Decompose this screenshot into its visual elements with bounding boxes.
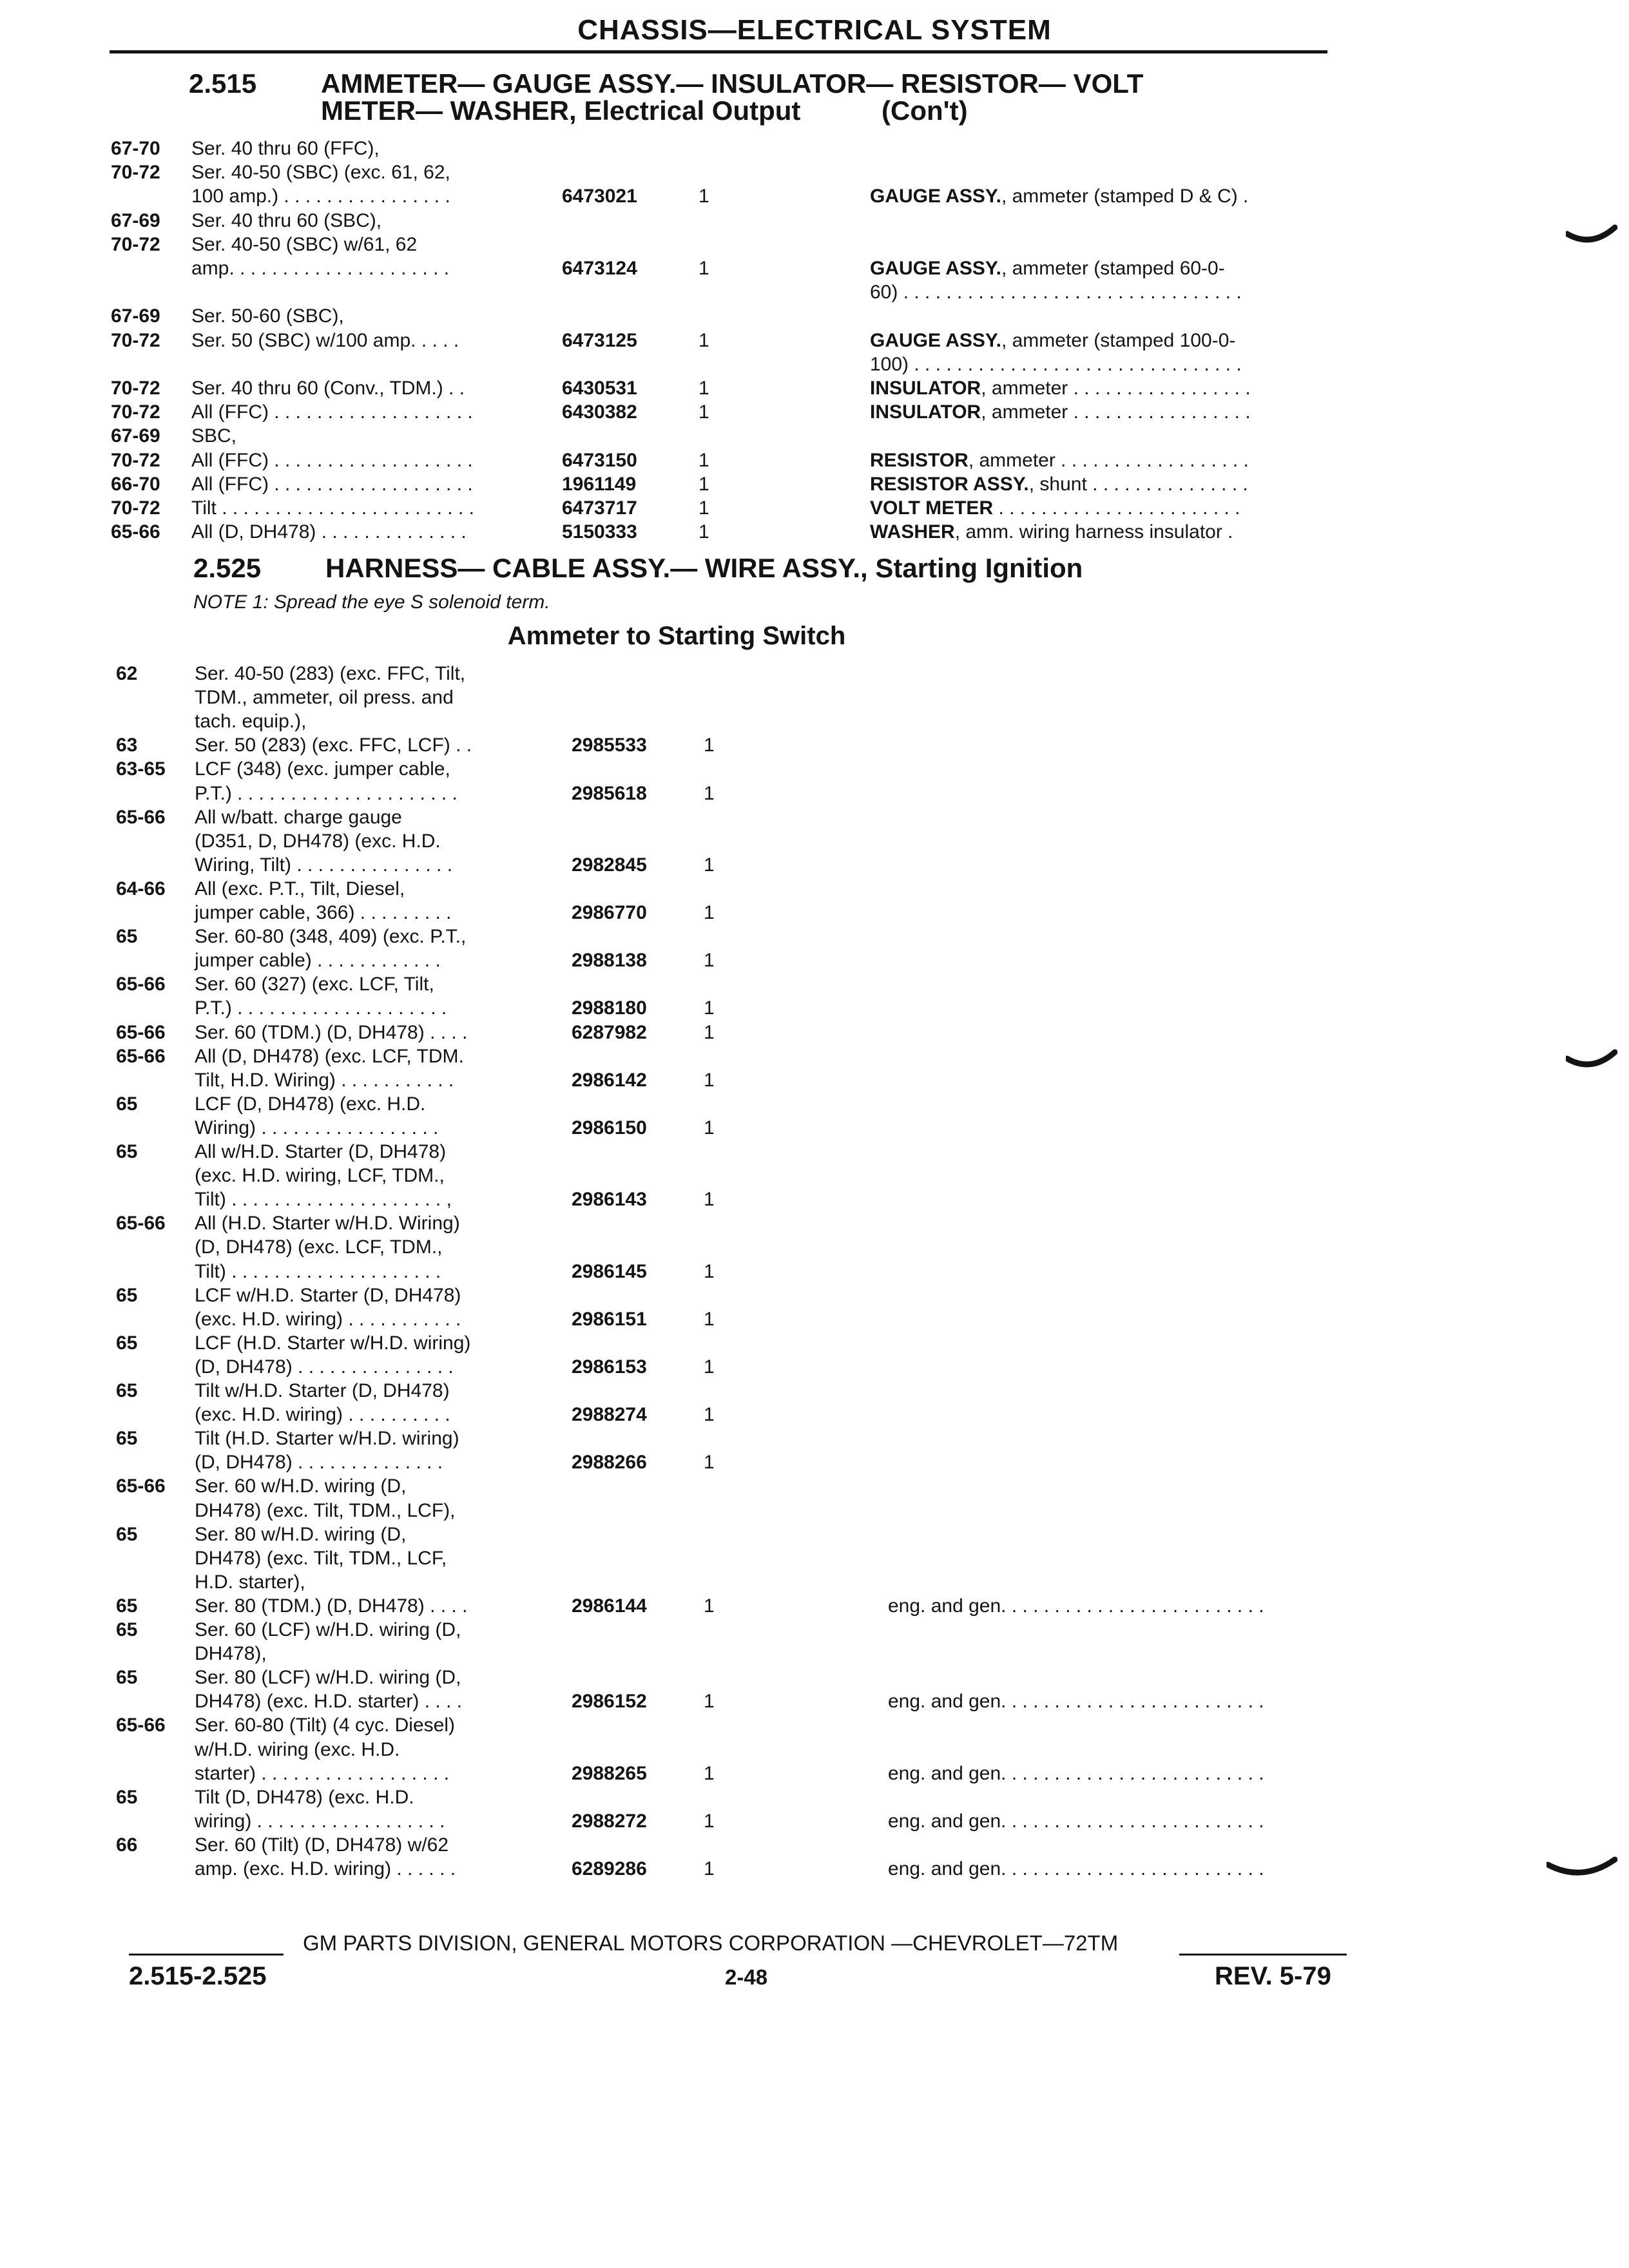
application: Ser. 80 w/H.D. wiring (D, [195,1523,407,1545]
application: LCF w/H.D. Starter (D, DH478) [195,1284,461,1306]
application: w/H.D. wiring (exc. H.D. [195,1738,400,1760]
quantity: 1 [699,401,709,423]
quantity: 1 [704,1308,715,1330]
quantity: 1 [699,449,709,471]
application: Tilt) . . . . . . . . . . . . . . . . . . . . , [195,1189,452,1211]
description-detail: . . . . . . . . . . . . . . . . . . . . . . . [993,497,1240,519]
application: LCF (348) (exc. jumper cable, [195,758,450,780]
part-number: 1961149 [562,473,637,495]
description-detail: , ammeter . . . . . . . . . . . . . . . . . [981,401,1251,423]
part-number: 2985618 [572,782,647,804]
description: eng. and gen. . . . . . . . . . . . . . . . . . . . . . . . . [888,1691,1264,1713]
subheading: Ammeter to Starting Switch [507,622,846,650]
year-range: 67-70 [111,138,160,159]
description [870,401,1251,424]
year-range: 65-66 [116,1213,166,1235]
application: Tilt) . . . . . . . . . . . . . . . . . . . . [195,1260,441,1282]
application: Wiring, Tilt) . . . . . . . . . . . . . . . [195,854,453,876]
description-detail: , ammeter (stamped D & C) . [1001,186,1249,207]
year-range: 67-69 [111,305,160,327]
application: DH478) (exc. H.D. starter) . . . . [195,1691,463,1713]
application: Ser. 60 (Tilt) (D, DH478) w/62 [195,1834,448,1856]
application: Ser. 60 w/H.D. wiring (D, [195,1475,407,1497]
footer-revision: REV. 5-79 [1215,1962,1331,1990]
quantity: 1 [704,1021,715,1043]
application: Ser. 40 thru 60 (Conv., TDM.) . . [191,378,465,399]
part-number: 6473124 [562,258,637,279]
year-range: 65-66 [116,806,166,828]
year-range: 64-66 [116,878,166,899]
application: Ser. 50 (283) (exc. FFC, LCF) . . [195,735,472,756]
application: Ser. 60 (327) (exc. LCF, Tilt, [195,974,434,995]
application: Ser. 80 (LCF) w/H.D. wiring (D, [195,1667,461,1689]
quantity: 1 [704,1691,715,1713]
application: tach. equip.), [195,711,307,733]
quantity: 1 [704,1069,715,1091]
application: All (FFC) . . . . . . . . . . . . . . . . . . . [191,401,473,423]
description-part-name: RESISTOR [870,449,969,471]
quantity: 1 [704,735,715,756]
footer-rule-right [1179,1954,1347,1956]
description: eng. and gen. . . . . . . . . . . . . . . . . . . . . . . . . [888,1810,1264,1832]
description [870,473,1248,496]
binder-mark-icon [1566,222,1617,255]
year-range: 65-66 [111,521,160,543]
year-range: 65 [116,1284,138,1306]
year-range: 65-66 [116,1045,166,1067]
page-header: CHASSIS—ELECTRICAL SYSTEM [577,14,1052,46]
application: starter) . . . . . . . . . . . . . . . . . . [195,1762,450,1784]
part-number: 6287982 [572,1021,647,1043]
year-range: 63-65 [116,758,166,780]
application: (D, DH478) . . . . . . . . . . . . . . [195,1452,443,1474]
quantity: 1 [704,1356,715,1378]
description-detail: , amm. wiring harness insulator . [954,521,1233,543]
description-part-name: VOLT METER [870,497,994,519]
description-detail: , ammeter (stamped 100-0- [1001,329,1236,351]
description [870,377,1251,400]
part-number: 2986770 [572,902,647,923]
application: (D351, D, DH478) (exc. H.D. [195,830,441,852]
quantity: 1 [699,258,709,279]
year-range: 70-72 [111,233,160,255]
part-number: 6430531 [562,378,637,399]
part-number: 2988274 [572,1404,647,1426]
description: eng. and gen. . . . . . . . . . . . . . . . . . . . . . . . . [888,1858,1264,1879]
application: Wiring) . . . . . . . . . . . . . . . . . [195,1117,439,1139]
section-continued: (Con't) [882,95,968,126]
year-range: 65 [116,1093,138,1115]
description-part-name: GAUGE ASSY. [870,186,1001,207]
part-number: 6473150 [562,449,637,471]
description-part-name: INSULATOR [870,378,981,399]
part-number: 2988265 [572,1762,647,1784]
application: All (H.D. Starter w/H.D. Wiring) [195,1213,460,1235]
application: Ser. 60-80 (Tilt) (4 cyc. Diesel) [195,1715,455,1736]
description-detail: , ammeter (stamped 60-0- [1001,258,1225,279]
year-range: 65 [116,926,138,948]
year-range: 65-66 [116,1715,166,1736]
quantity: 1 [704,1404,715,1426]
part-number: 2988138 [572,950,647,972]
application: (exc. H.D. wiring) . . . . . . . . . . . [195,1308,461,1330]
quantity: 1 [704,1117,715,1139]
year-range: 65 [116,1619,138,1640]
quantity: 1 [704,1595,715,1617]
quantity: 1 [704,902,715,923]
year-range: 70-72 [111,449,160,471]
year-range: 65 [116,1332,138,1354]
description [870,185,1248,208]
quantity: 1 [704,854,715,876]
application: Tilt, H.D. Wiring) . . . . . . . . . . . [195,1069,454,1091]
application: All (D, DH478) (exc. LCF, TDM. [195,1045,464,1067]
year-range: 65-66 [116,974,166,995]
part-number: 2986143 [572,1189,647,1211]
year-range: 70-72 [111,329,160,351]
year-range: 65 [116,1667,138,1689]
application: Ser. 60 (LCF) w/H.D. wiring (D, [195,1619,461,1640]
application: All w/batt. charge gauge [195,806,402,828]
application: Tilt . . . . . . . . . . . . . . . . . . . . . . . . [191,497,474,519]
quantity: 1 [699,378,709,399]
application: All (FFC) . . . . . . . . . . . . . . . . . . . [191,473,473,495]
description: eng. and gen. . . . . . . . . . . . . . . . . . . . . . . . . [888,1762,1264,1784]
part-number: 6473021 [562,186,637,207]
year-range: 65 [116,1428,138,1450]
year-range: 70-72 [111,401,160,423]
description [870,353,1242,376]
section-title: HARNESS— CABLE ASSY.— WIRE ASSY., Starting Ignition [325,553,1083,583]
part-number: 2986142 [572,1069,647,1091]
year-range: 63 [116,735,138,756]
part-number: 6289286 [572,1858,647,1879]
application: DH478) (exc. Tilt, TDM., LCF), [195,1499,456,1521]
footer-rule-left [129,1954,284,1956]
part-number: 6473717 [562,497,637,519]
application: 100 amp.) . . . . . . . . . . . . . . . . [191,186,450,207]
year-range: 70-72 [111,497,160,519]
application: LCF (H.D. Starter w/H.D. wiring) [195,1332,471,1354]
part-number: 2982845 [572,854,647,876]
application: All w/H.D. Starter (D, DH478) [195,1141,447,1162]
part-number: 2986145 [572,1260,647,1282]
description [870,449,1249,472]
section-number: 2.515 [189,68,257,99]
year-range: 65 [116,1523,138,1545]
year-range: 65-66 [116,1021,166,1043]
quantity: 1 [704,997,715,1019]
application: (D, DH478) (exc. LCF, TDM., [195,1236,443,1258]
binder-mark-icon [1566,1047,1617,1079]
year-range: 65 [116,1786,138,1808]
description [870,281,1242,304]
year-range: 67-69 [111,425,160,447]
application: Ser. 40-50 (SBC) w/61, 62 [191,233,418,255]
quantity: 1 [704,1858,715,1879]
application: DH478), [195,1643,267,1665]
description [870,497,1240,520]
footer-publisher: GM PARTS DIVISION, GENERAL MOTORS CORPORATION —CHEVROLET—72TM [303,1931,1119,1955]
application: Ser. 80 (TDM.) (D, DH478) . . . . [195,1595,468,1617]
application: jumper cable, 366) . . . . . . . . . [195,902,452,923]
footer-page-number: 2-48 [725,1965,768,1989]
application: Ser. 60 (TDM.) (D, DH478) . . . . [195,1021,468,1043]
quantity: 1 [699,186,709,207]
description [870,521,1233,544]
application: SBC, [191,425,237,447]
section-title-line-2: METER— WASHER, Electrical Output [321,95,801,126]
year-range: 65 [116,1380,138,1401]
quantity: 1 [699,473,709,495]
year-range: 62 [116,663,138,684]
quantity: 1 [704,1810,715,1832]
application: P.T.) . . . . . . . . . . . . . . . . . . . . . [195,782,458,804]
section-title-line-1: AMMETER— GAUGE ASSY.— INSULATOR— RESISTOR— VOLT [321,68,1144,99]
part-number: 6473125 [562,329,637,351]
description-detail: 100) . . . . . . . . . . . . . . . . . . . . . . . . . . . . . . . [870,353,1242,375]
application: Ser. 40-50 (SBC) (exc. 61, 62, [191,162,450,184]
description-detail: 60) . . . . . . . . . . . . . . . . . . . . . . . . . . . . . . . . [870,282,1242,303]
year-range: 65 [116,1141,138,1162]
part-number: 2988180 [572,997,647,1019]
application: (D, DH478) . . . . . . . . . . . . . . . [195,1356,454,1378]
application: wiring) . . . . . . . . . . . . . . . . . . [195,1810,445,1832]
quantity: 1 [699,497,709,519]
application: All (FFC) . . . . . . . . . . . . . . . . . . . [191,449,473,471]
application: P.T.) . . . . . . . . . . . . . . . . . . . . [195,997,447,1019]
year-range: 65-66 [116,1475,166,1497]
part-number: 2986153 [572,1356,647,1378]
year-range: 70-72 [111,378,160,399]
application: Ser. 60-80 (348, 409) (exc. P.T., [195,926,467,948]
application: TDM., ammeter, oil press. and [195,687,454,709]
application: Ser. 40 thru 60 (SBC), [191,209,382,231]
description [870,329,1235,352]
year-range: 66-70 [111,473,160,495]
application: Ser. 40-50 (283) (exc. FFC, Tilt, [195,663,466,684]
description-detail: , shunt . . . . . . . . . . . . . . . [1028,473,1248,495]
part-number: 2986144 [572,1595,647,1617]
application: Ser. 50-60 (SBC), [191,305,344,327]
quantity: 1 [704,1260,715,1282]
quantity: 1 [704,782,715,804]
quantity: 1 [704,1452,715,1474]
application: All (D, DH478) . . . . . . . . . . . . . . [191,521,467,543]
application: (exc. H.D. wiring) . . . . . . . . . . [195,1404,450,1426]
year-range: 67-69 [111,209,160,231]
application: Ser. 40 thru 60 (FFC), [191,138,380,159]
description-part-name: GAUGE ASSY. [870,258,1001,279]
part-number: 6430382 [562,401,637,423]
description-part-name: WASHER [870,521,955,543]
application: LCF (D, DH478) (exc. H.D. [195,1093,426,1115]
part-number: 2985533 [572,735,647,756]
year-range: 65 [116,1595,138,1617]
application: H.D. starter), [195,1571,305,1593]
part-number: 2986152 [572,1691,647,1713]
application: Tilt (D, DH478) (exc. H.D. [195,1786,414,1808]
description [870,257,1225,280]
description: eng. and gen. . . . . . . . . . . . . . . . . . . . . . . . . [888,1595,1264,1617]
quantity: 1 [704,1189,715,1211]
quantity: 1 [704,950,715,972]
year-range: 70-72 [111,162,160,184]
part-number: 2988272 [572,1810,647,1832]
application: DH478) (exc. Tilt, TDM., LCF, [195,1547,447,1569]
description-detail: , ammeter . . . . . . . . . . . . . . . . . [981,378,1251,399]
header-rule [110,50,1327,53]
application: amp. (exc. H.D. wiring) . . . . . . [195,1858,456,1879]
description-part-name: INSULATOR [870,401,981,423]
application: Tilt w/H.D. Starter (D, DH478) [195,1380,450,1401]
footer-section-range: 2.515-2.525 [129,1962,267,1990]
section-number: 2.525 [193,553,262,583]
binder-mark-icon [1547,1856,1617,1888]
application: (exc. H.D. wiring, LCF, TDM., [195,1165,445,1187]
application: amp. . . . . . . . . . . . . . . . . . . . . [191,258,450,279]
application: All (exc. P.T., Tilt, Diesel, [195,878,405,899]
part-number: 2988266 [572,1452,647,1474]
part-number: 5150333 [562,521,637,543]
description-part-name: GAUGE ASSY. [870,329,1001,351]
quantity: 1 [704,1762,715,1784]
description-detail: , ammeter . . . . . . . . . . . . . . . . . . [968,449,1249,471]
application: Tilt (H.D. Starter w/H.D. wiring) [195,1428,459,1450]
part-number: 2986151 [572,1308,647,1330]
quantity: 1 [699,521,709,543]
application: Ser. 50 (SBC) w/100 amp. . . . . [191,329,459,351]
section-note: NOTE 1: Spread the eye S solenoid term. [193,591,550,613]
application: jumper cable) . . . . . . . . . . . . [195,950,441,972]
year-range: 66 [116,1834,138,1856]
quantity: 1 [699,329,709,351]
part-number: 2986150 [572,1117,647,1139]
description-part-name: RESISTOR ASSY. [870,473,1029,495]
